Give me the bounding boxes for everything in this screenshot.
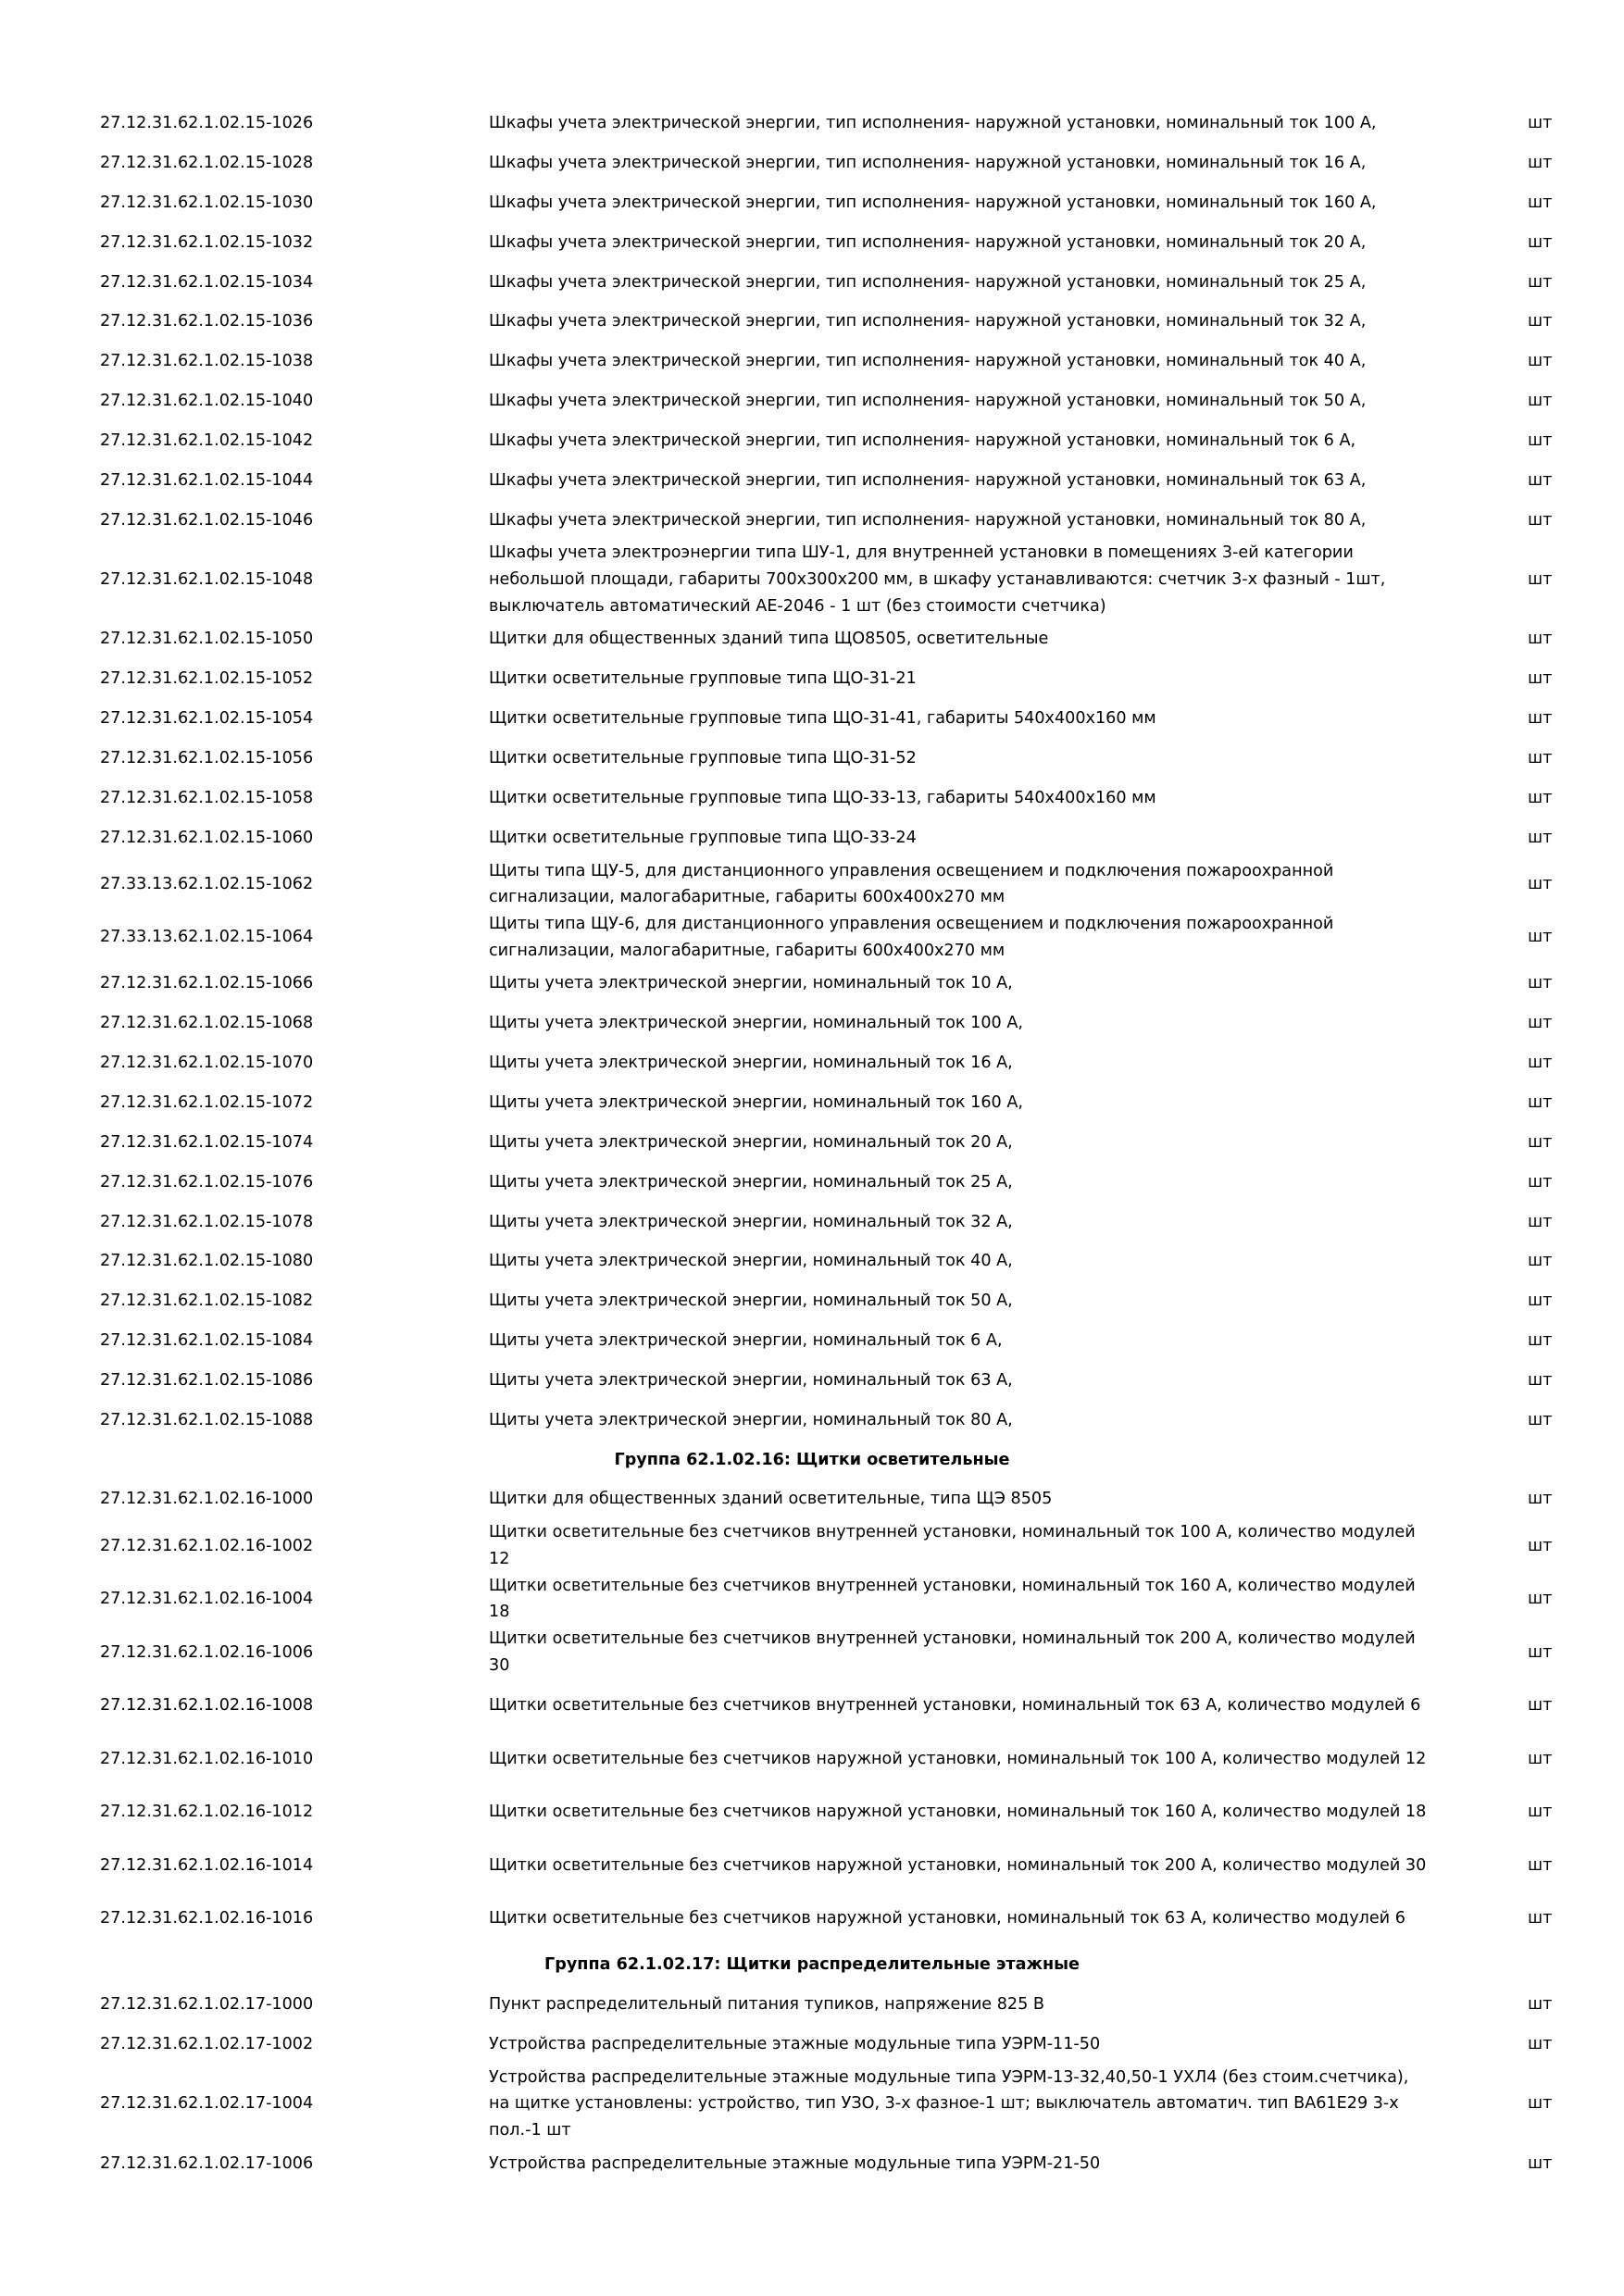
item-code: 27.12.31.62.1.02.15-1086	[100, 1370, 314, 1390]
table-row	[0, 1626, 1624, 1679]
table-row	[0, 461, 1624, 501]
table-row	[0, 739, 1624, 779]
item-name: Щитки осветительные без счетчиков внутренней установки, номинальный ток 63 А, количество модулей 6	[489, 1696, 1421, 1716]
item-name: Устройства распределительные этажные модульные типа УЭРМ-21-50	[489, 2153, 1101, 2173]
item-name: Устройства распределительные этажные модульные типа УЭРМ-13-32,40,50-1 УХЛ4 (без стоим.счетчика), на щитке установлены: устройство, тип УЗО, 3-х фазное-1 шт; выключатель автоматич. тип ВА61Е29 3-х пол.-1 шт	[489, 2067, 1409, 2140]
item-name: Шкафы учета электрической энергии, тип исполнения- наружной установки, номинальный ток 25 А,	[489, 272, 1367, 292]
item-code: 27.12.31.62.1.02.16-1012	[100, 1803, 314, 1822]
item-code: 27.12.31.62.1.02.15-1034	[100, 272, 314, 292]
item-code: 27.33.13.62.1.02.15-1062	[100, 874, 314, 893]
table-row	[0, 1361, 1624, 1401]
item-unit: шт	[1528, 272, 1553, 292]
item-name: Щитки осветительные без счетчиков наружной установки, номинальный ток 200 А, количество модулей 30	[489, 1855, 1427, 1875]
table-row	[0, 1043, 1624, 1083]
item-code: 27.12.31.62.1.02.15-1050	[100, 630, 314, 649]
item-code: 27.12.31.62.1.02.15-1026	[100, 114, 314, 133]
item-name: Щиты учета электрической энергии, номинальный ток 6 А,	[489, 1331, 1003, 1351]
item-code: 27.12.31.62.1.02.15-1044	[100, 470, 314, 490]
table-row	[0, 104, 1624, 144]
item-unit: шт	[1528, 2094, 1553, 2114]
table-row	[0, 1401, 1624, 1441]
item-name: Щиты учета электрической энергии, номинальный ток 40 А,	[489, 1252, 1013, 1271]
item-code: 27.12.31.62.1.02.16-1010	[100, 1749, 314, 1768]
item-name: Щитки для общественных зданий типа ЩО8505, осветительные	[489, 630, 1049, 649]
item-code: 27.12.31.62.1.02.15-1060	[100, 828, 314, 847]
item-unit: шт	[1528, 232, 1553, 252]
item-code: 27.12.31.62.1.02.15-1082	[100, 1292, 314, 1311]
item-unit: шт	[1528, 510, 1553, 530]
item-unit: шт	[1528, 828, 1553, 847]
item-name: Шкафы учета электрической энергии, тип исполнения- наружной установки, номинальный ток 80 А,	[489, 510, 1367, 530]
table-row	[0, 1519, 1624, 1573]
item-code: 27.12.31.62.1.02.15-1070	[100, 1054, 314, 1073]
table-row	[0, 1679, 1624, 1733]
item-code: 27.12.31.62.1.02.15-1056	[100, 748, 314, 767]
item-name: Щиты учета электрической энергии, номинальный ток 160 А,	[489, 1093, 1023, 1112]
table-row	[0, 1202, 1624, 1242]
table-row	[0, 342, 1624, 381]
item-unit: шт	[1528, 1132, 1553, 1152]
table-row	[0, 144, 1624, 183]
item-unit: шт	[1528, 1696, 1553, 1716]
item-unit: шт	[1528, 1490, 1553, 1509]
item-unit: шт	[1528, 1803, 1553, 1822]
table-row	[0, 911, 1624, 965]
item-name: Пункт распределительный питания тупиков, напряжение 825 В	[489, 1995, 1044, 2015]
item-code: 27.12.31.62.1.02.16-1016	[100, 1909, 314, 1928]
item-unit: шт	[1528, 1014, 1553, 1033]
table-row	[0, 1163, 1624, 1203]
item-unit: шт	[1528, 470, 1553, 490]
item-name: Щитки осветительные без счетчиков наружной установки, номинальный ток 63 А, количество модулей 6	[489, 1909, 1405, 1928]
table-row	[0, 2144, 1624, 2184]
item-unit: шт	[1528, 1536, 1553, 1555]
item-name: Шкафы учета электрической энергии, тип исполнения- наружной установки, номинальный ток 63 А,	[489, 470, 1367, 490]
item-unit: шт	[1528, 430, 1553, 450]
item-code: 27.12.31.62.1.02.16-1000	[100, 1490, 314, 1509]
item-code: 27.12.31.62.1.02.16-1004	[100, 1590, 314, 1609]
item-name: Щиты учета электрической энергии, номинальный ток 100 А,	[489, 1014, 1023, 1033]
item-code: 27.12.31.62.1.02.17-1006	[100, 2153, 314, 2173]
item-unit: шт	[1528, 1093, 1553, 1112]
item-code: 27.12.31.62.1.02.15-1080	[100, 1252, 314, 1271]
item-name: Щитки осветительные групповые типа ЩО-33-24	[489, 828, 917, 847]
item-code: 27.12.31.62.1.02.16-1014	[100, 1855, 314, 1875]
item-name: Щиты учета электрической энергии, номинальный ток 32 А,	[489, 1212, 1013, 1231]
item-name: Шкафы учета электрической энергии, тип исполнения- наружной установки, номинальный ток 32 А,	[489, 312, 1367, 331]
item-name: Шкафы учета электрической энергии, тип исполнения- наружной установки, номинальный ток 50 А,	[489, 392, 1367, 411]
item-name: Щиты учета электрической энергии, номинальный ток 80 А,	[489, 1410, 1013, 1429]
table-row	[0, 500, 1624, 540]
item-unit: шт	[1528, 1172, 1553, 1192]
item-unit: шт	[1528, 748, 1553, 767]
item-code: 27.12.31.62.1.02.15-1072	[100, 1093, 314, 1112]
item-unit: шт	[1528, 1292, 1553, 1311]
table-row	[0, 223, 1624, 263]
table-row	[0, 1281, 1624, 1321]
item-unit: шт	[1528, 788, 1553, 807]
item-unit: шт	[1528, 1054, 1553, 1073]
item-code: 27.12.31.62.1.02.17-1000	[100, 1995, 314, 2015]
item-unit: шт	[1528, 312, 1553, 331]
table-row	[0, 659, 1624, 699]
item-unit: шт	[1528, 1410, 1553, 1429]
item-name: Шкафы учета электрической энергии, тип исполнения- наружной установки, номинальный ток 20 А,	[489, 232, 1367, 252]
table-row	[0, 1892, 1624, 1946]
table-row	[0, 699, 1624, 739]
item-unit: шт	[1528, 1252, 1553, 1271]
item-unit: шт	[1528, 2153, 1553, 2173]
item-unit: шт	[1528, 630, 1553, 649]
item-unit: шт	[1528, 193, 1553, 212]
group-heading: Группа 62.1.02.17: Щитки распределительные этажные	[544, 1955, 1080, 1975]
table-row	[0, 818, 1624, 858]
item-name: Щиты учета электрической энергии, номинальный ток 16 А,	[489, 1054, 1013, 1073]
item-name: Щитки осветительные групповые типа ЩО-31-41, габариты 540х400х160 мм	[489, 709, 1156, 729]
item-unit: шт	[1528, 352, 1553, 371]
item-code: 27.12.31.62.1.02.15-1084	[100, 1331, 314, 1351]
table-row	[0, 964, 1624, 1004]
table-row	[0, 2025, 1624, 2065]
table-row	[0, 2065, 1624, 2144]
table-row	[0, 1123, 1624, 1163]
item-code: 27.12.31.62.1.02.15-1074	[100, 1132, 314, 1152]
table-row	[0, 183, 1624, 223]
group-heading: Группа 62.1.02.16: Щитки осветительные	[614, 1450, 1010, 1469]
item-unit: шт	[1528, 114, 1553, 133]
item-unit: шт	[1528, 569, 1553, 589]
item-code: 27.12.31.62.1.02.15-1052	[100, 669, 314, 689]
item-code: 27.12.31.62.1.02.15-1028	[100, 153, 314, 172]
item-unit: шт	[1528, 874, 1553, 893]
item-unit: шт	[1528, 1749, 1553, 1768]
table-row	[0, 1242, 1624, 1281]
item-code: 27.12.31.62.1.02.16-1002	[100, 1536, 314, 1555]
table-row	[0, 1839, 1624, 1892]
item-code: 27.12.31.62.1.02.15-1032	[100, 232, 314, 252]
item-unit: шт	[1528, 1370, 1553, 1390]
item-name: Шкафы учета электрической энергии, тип исполнения- наружной установки, номинальный ток 16 А,	[489, 153, 1367, 172]
item-code: 27.12.31.62.1.02.15-1040	[100, 392, 314, 411]
item-code: 27.12.31.62.1.02.15-1038	[100, 352, 314, 371]
item-name: Щиты учета электрической энергии, номинальный ток 20 А,	[489, 1132, 1013, 1152]
item-code: 27.12.31.62.1.02.15-1046	[100, 510, 314, 530]
item-code: 27.12.31.62.1.02.16-1008	[100, 1696, 314, 1716]
item-name: Шкафы учета электрической энергии, тип исполнения- наружной установки, номинальный ток 160 А,	[489, 193, 1377, 212]
table-row	[0, 1479, 1624, 1519]
item-unit: шт	[1528, 974, 1553, 993]
item-name: Щиты учета электрической энергии, номинальный ток 10 А,	[489, 974, 1013, 993]
item-code: 27.12.31.62.1.02.15-1058	[100, 788, 314, 807]
table-row	[0, 1321, 1624, 1361]
item-code: 27.12.31.62.1.02.15-1066	[100, 974, 314, 993]
item-code: 27.12.31.62.1.02.15-1042	[100, 430, 314, 450]
table-row	[0, 619, 1624, 659]
item-unit: шт	[1528, 928, 1553, 947]
table-row	[0, 857, 1624, 911]
item-name: Щитки осветительные без счетчиков внутренней установки, номинальный ток 100 А, количество модулей 12	[489, 1523, 1416, 1568]
item-name: Щиты учета электрической энергии, номинальный ток 25 А,	[489, 1172, 1013, 1192]
item-code: 27.12.31.62.1.02.15-1030	[100, 193, 314, 212]
table-row	[0, 540, 1624, 619]
table-row	[0, 302, 1624, 342]
item-name: Щитки осветительные групповые типа ЩО-31-52	[489, 748, 917, 767]
table-row	[0, 1083, 1624, 1123]
item-name: Щитки осветительные без счетчиков внутренней установки, номинальный ток 200 А, количество модулей 30	[489, 1629, 1416, 1675]
table-row	[0, 1004, 1624, 1043]
item-code: 27.12.31.62.1.02.16-1006	[100, 1642, 314, 1662]
item-unit: шт	[1528, 1331, 1553, 1351]
item-name: Щитки для общественных зданий осветительные, типа ЩЭ 8505	[489, 1490, 1053, 1509]
item-code: 27.12.31.62.1.02.15-1054	[100, 709, 314, 729]
item-name: Устройства распределительные этажные модульные типа УЭРМ-11-50	[489, 2034, 1101, 2053]
item-name: Щитки осветительные без счетчиков внутренней установки, номинальный ток 160 А, количество модулей 18	[489, 1576, 1416, 1622]
table-row	[0, 262, 1624, 302]
item-name: Щиты учета электрической энергии, номинальный ток 63 А,	[489, 1370, 1013, 1390]
item-unit: шт	[1528, 153, 1553, 172]
table-row	[0, 1786, 1624, 1840]
item-name: Шкафы учета электроэнергии типа ШУ-1, для внутренней установки в помещениях 3-ей категории небольшой площади, габариты 700х300х200 мм, в шкафу устанавливаются: счетчик 3-х фазный - 1шт, выключатель автоматический АЕ-2046 - 1 шт (без стоимости счетчика)	[489, 543, 1386, 616]
item-unit: шт	[1528, 1642, 1553, 1662]
item-unit: шт	[1528, 1995, 1553, 2015]
item-code: 27.12.31.62.1.02.17-1002	[100, 2034, 314, 2053]
item-code: 27.12.31.62.1.02.15-1088	[100, 1410, 314, 1429]
item-name: Шкафы учета электрической энергии, тип исполнения- наружной установки, номинальный ток 6 А,	[489, 430, 1356, 450]
item-unit: шт	[1528, 709, 1553, 729]
item-unit: шт	[1528, 1855, 1553, 1875]
item-name: Щитки осветительные без счетчиков наружной установки, номинальный ток 160 А, количество модулей 18	[489, 1803, 1427, 1822]
item-name: Щитки осветительные без счетчиков наружной установки, номинальный ток 100 А, количество модулей 12	[489, 1749, 1427, 1768]
table-row	[0, 381, 1624, 421]
item-code: 27.12.31.62.1.02.15-1036	[100, 312, 314, 331]
item-code: 27.12.31.62.1.02.17-1004	[100, 2094, 314, 2114]
item-name: Щитки осветительные групповые типа ЩО-33-13, габариты 540х400х160 мм	[489, 788, 1156, 807]
table-row	[0, 421, 1624, 461]
item-name: Щиты типа ЩУ-6, для дистанционного управления освещением и подключения пожароохранной сигнализации, малогабаритные, габариты 600х400х270 мм	[489, 915, 1334, 960]
table-row	[0, 1732, 1624, 1786]
item-unit: шт	[1528, 2034, 1553, 2053]
item-name: Щиты типа ЩУ-5, для дистанционного управления освещением и подключения пожароохранной сигнализации, малогабаритные, габариты 600х400х270 мм	[489, 861, 1334, 907]
item-code: 27.12.31.62.1.02.15-1048	[100, 569, 314, 589]
table-row	[0, 779, 1624, 818]
item-name: Шкафы учета электрической энергии, тип исполнения- наружной установки, номинальный ток 40 А,	[489, 352, 1367, 371]
item-unit: шт	[1528, 669, 1553, 689]
item-name: Шкафы учета электрической энергии, тип исполнения- наружной установки, номинальный ток 100 А,	[489, 114, 1377, 133]
item-unit: шт	[1528, 1590, 1553, 1609]
item-code: 27.12.31.62.1.02.15-1078	[100, 1212, 314, 1231]
item-name: Щиты учета электрической энергии, номинальный ток 50 А,	[489, 1292, 1013, 1311]
table-row	[0, 1573, 1624, 1627]
price-list-table	[0, 104, 1624, 2184]
item-unit: шт	[1528, 1909, 1553, 1928]
item-name: Щитки осветительные групповые типа ЩО-31-21	[489, 669, 917, 689]
item-unit: шт	[1528, 1212, 1553, 1231]
item-unit: шт	[1528, 392, 1553, 411]
item-code: 27.33.13.62.1.02.15-1064	[100, 928, 314, 947]
item-code: 27.12.31.62.1.02.15-1076	[100, 1172, 314, 1192]
table-row	[0, 1985, 1624, 2025]
item-code: 27.12.31.62.1.02.15-1068	[100, 1014, 314, 1033]
